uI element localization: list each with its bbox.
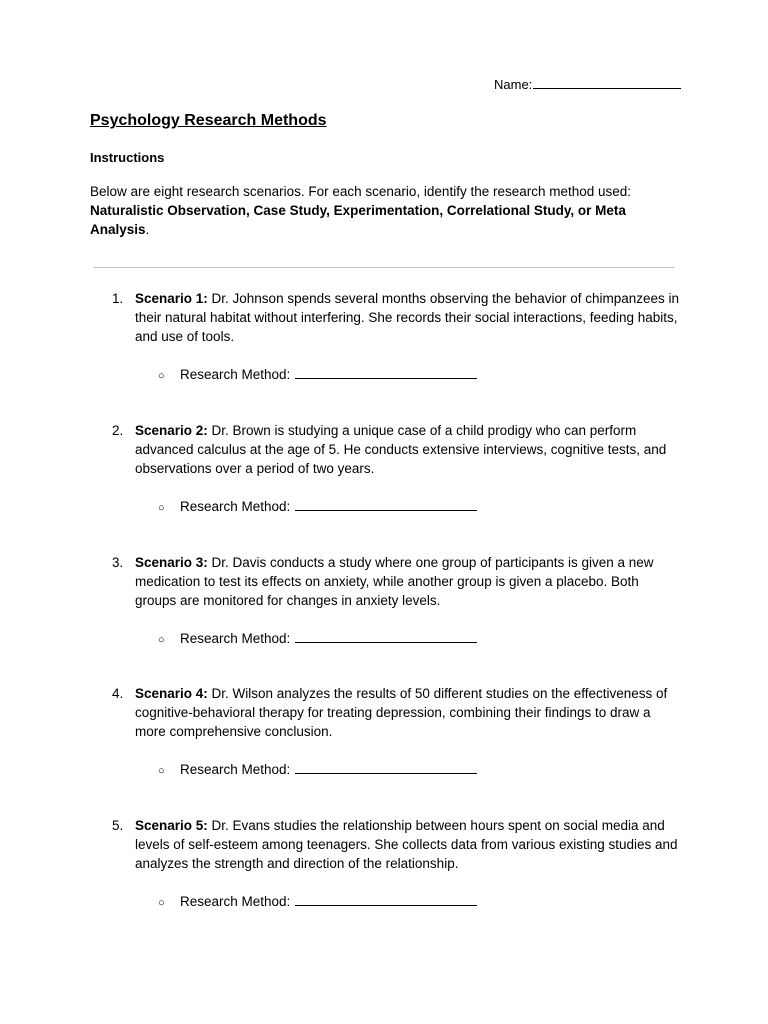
hollow-bullet-icon: ○ [158, 897, 165, 909]
name-label: Name: [494, 77, 533, 92]
research-method-label: Research Method: [180, 762, 291, 777]
scenario-text [135, 684, 681, 741]
research-method-answer [158, 759, 768, 778]
scenario-item-1 [0, 289, 768, 421]
research-method-blank[interactable] [295, 891, 477, 906]
instructions-text [90, 182, 680, 239]
name-field [494, 75, 681, 93]
scenario-description: Dr. Brown is studying a unique case of a child prodigy who can perform advanced calculus at the age of 5. He conducts extensive interviews, cognitive tests, and observations over a period of two years. [135, 423, 667, 476]
scenario-label: Scenario 1: [135, 291, 208, 306]
scenario-number: 3. [112, 555, 124, 570]
scenario-number: 1. [112, 291, 124, 306]
research-method-answer [158, 364, 768, 383]
hollow-bullet-icon: ○ [158, 502, 165, 514]
scenario-text [135, 289, 681, 346]
research-method-label: Research Method: [180, 367, 291, 382]
research-method-answer [158, 891, 768, 910]
research-method-blank[interactable] [295, 759, 477, 774]
name-blank-line[interactable] [533, 75, 681, 89]
research-method-answer [158, 496, 768, 515]
scenario-item-5 [0, 816, 768, 926]
research-method-blank[interactable] [295, 496, 477, 511]
scenario-number: 2. [112, 423, 124, 438]
scenario-list [0, 289, 768, 926]
scenario-text [135, 553, 681, 610]
research-method-label: Research Method: [180, 631, 291, 646]
hollow-bullet-icon: ○ [158, 765, 165, 777]
hollow-bullet-icon: ○ [158, 634, 165, 646]
research-method-blank[interactable] [295, 628, 477, 643]
scenario-label: Scenario 2: [135, 423, 208, 438]
scenario-description: Dr. Evans studies the relationship between hours spent on social media and levels of self-esteem among teenagers. She collects data from various existing studies and analyzes the strength and direction of the relationship. [135, 818, 678, 871]
research-method-label: Research Method: [180, 499, 291, 514]
instructions-period: . [145, 222, 150, 237]
scenario-item-4 [0, 684, 768, 816]
page-title: Psychology Research Methods [90, 112, 327, 129]
scenario-text [135, 421, 681, 478]
hollow-bullet-icon: ○ [158, 370, 165, 382]
research-method-label: Research Method: [180, 894, 291, 909]
scenario-description: Dr. Davis conducts a study where one group of participants is given a new medication to test its effects on anxiety, while another group is given a placebo. Both groups are monitored for changes in anxiety levels. [135, 555, 654, 608]
research-method-answer [158, 628, 768, 647]
scenario-label: Scenario 3: [135, 555, 208, 570]
scenario-number: 4. [112, 686, 124, 701]
scenario-text [135, 816, 681, 873]
instructions-heading: Instructions [90, 150, 165, 165]
scenario-label: Scenario 4: [135, 686, 208, 701]
scenario-item-2 [0, 421, 768, 553]
scenario-label: Scenario 5: [135, 818, 208, 833]
scenario-item-3 [0, 553, 768, 684]
scenario-number: 5. [112, 818, 124, 833]
instructions-body-text: Below are eight research scenarios. For each scenario, identify the research method used: [90, 184, 632, 199]
research-method-blank[interactable] [295, 364, 477, 379]
instructions-methods-list: Naturalistic Observation, Case Study, Experimentation, Correlational Study, or Meta Analysis [90, 203, 626, 237]
scenario-description: Dr. Wilson analyzes the results of 50 different studies on the effectiveness of cognitive-behavioral therapy for treating depression, combining their findings to draw a more comprehensive conclusion. [135, 686, 668, 739]
horizontal-divider [94, 267, 674, 268]
scenario-description: Dr. Johnson spends several months observing the behavior of chimpanzees in their natural habitat without interfering. She records their social interactions, feeding habits, and use of tools. [135, 291, 680, 344]
